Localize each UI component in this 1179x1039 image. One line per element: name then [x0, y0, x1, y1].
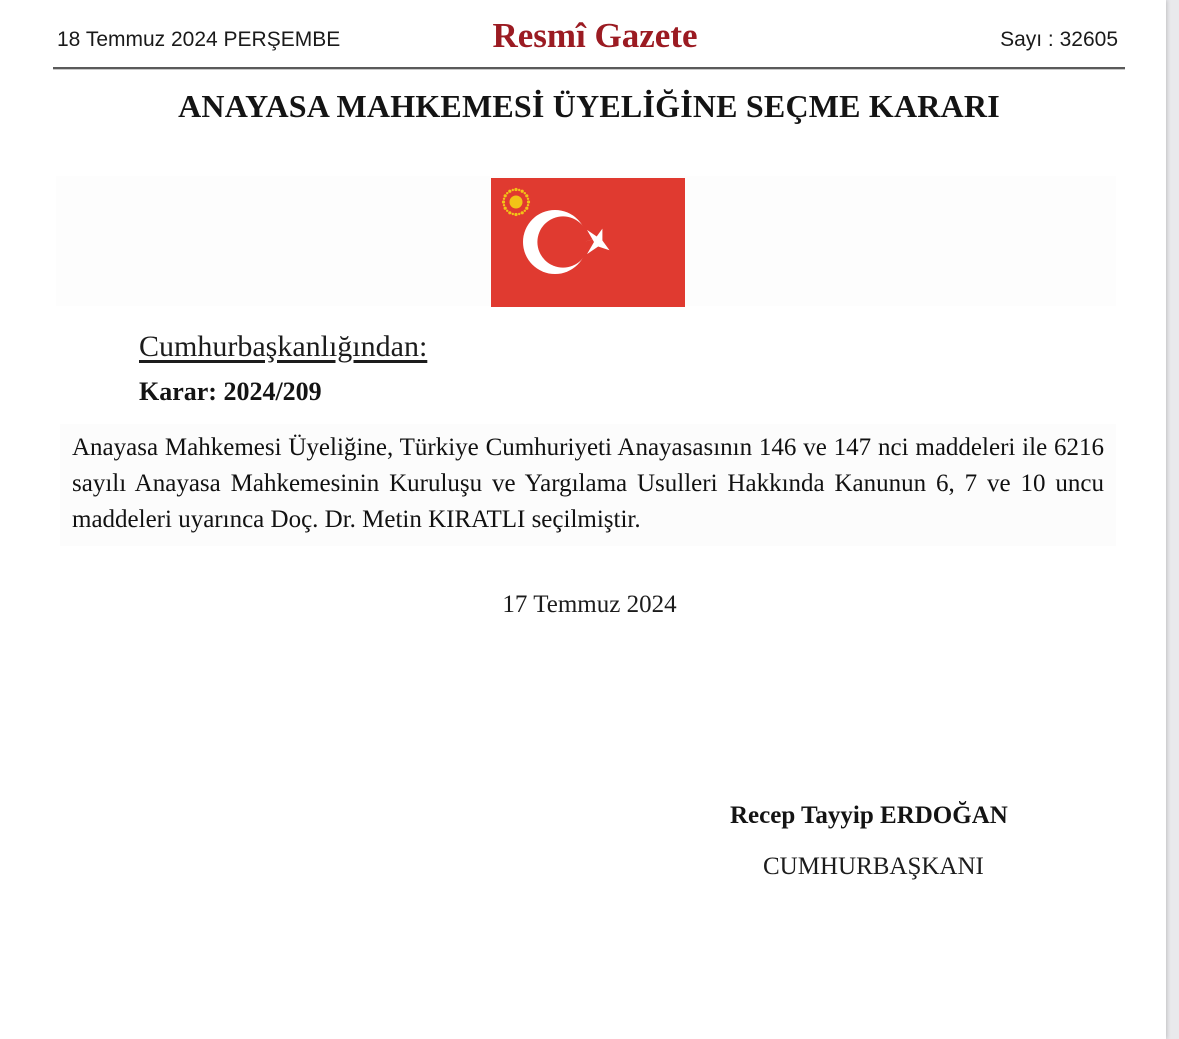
presidential-flag-icon: [491, 178, 685, 307]
document-title: ANAYASA MAHKEMESİ ÜYELİĞİNE SEÇME KARARI: [178, 88, 1000, 124]
decision-date: 17 Temmuz 2024: [502, 591, 677, 618]
header-date: 18 Temmuz 2024 PERŞEMBE: [57, 28, 341, 51]
decision-body: [72, 430, 1104, 538]
header-divider: [53, 67, 1125, 69]
issuer-heading: Cumhurbaşkanlığından:: [139, 330, 428, 363]
decision-body-text: Anayasa Mahkemesi Üyeliğine, Türkiye Cumhuriyeti Anayasasının 146 ve 147 nci maddeleri ile 6216 sayılı Anayasa Mahkemesinin Kuruluşu ve Yargılama Usulleri Hakkında Kanunun 6, 7 ve 10 uncu maddeleri uyarınca Doç. Dr. Metin KIRATLI seçilmiştir.: [72, 434, 1104, 533]
decision-number: Karar: 2024/209: [139, 377, 322, 406]
gazette-title: Resmî Gazete: [492, 16, 698, 55]
issue-number: Sayı : 32605: [1000, 28, 1118, 51]
signatory-name: Recep Tayyip ERDOĞAN: [730, 802, 1008, 829]
signatory-title: CUMHURBAŞKANI: [763, 853, 984, 880]
